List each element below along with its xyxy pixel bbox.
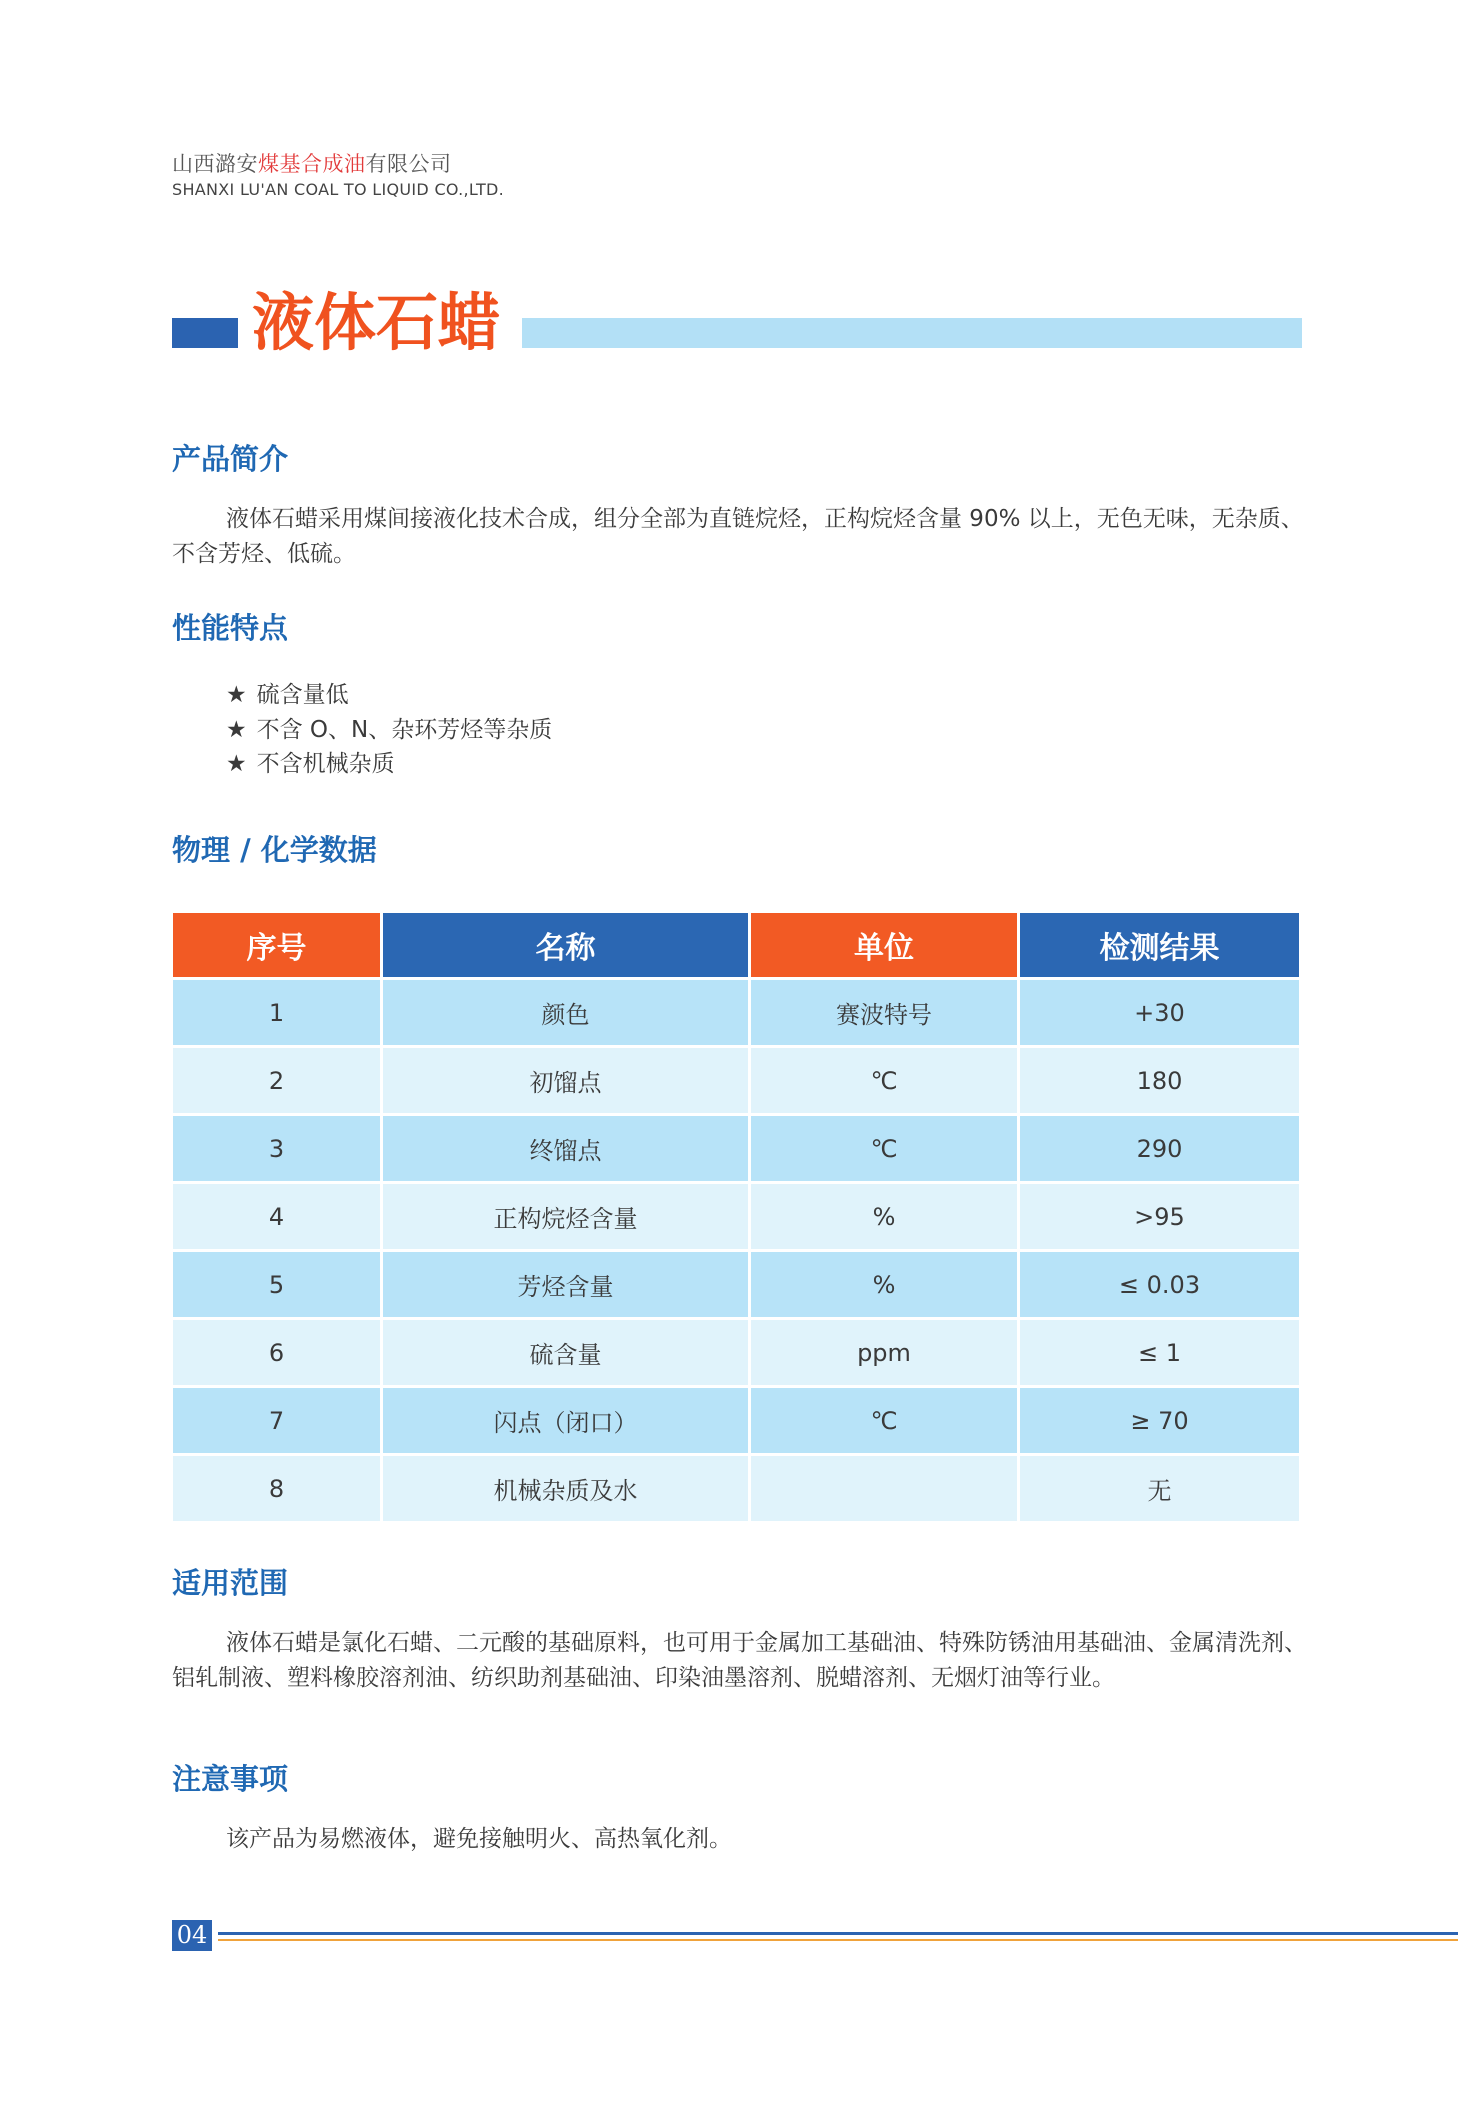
cell-name: 芳烃含量	[383, 1252, 751, 1320]
features-list	[226, 678, 552, 782]
application-text: 液体石蜡是氯化石蜡、二元酸的基础原料，也可用于金属加工基础油、特殊防锈油用基础油、金属清洗剂、铝轧制液、塑料橡胶溶剂油、纺织助剂基础油、印染油墨溶剂、脱蜡溶剂、无烟灯油等行业。	[172, 1630, 1307, 1691]
cell-result: ≤ 1	[1020, 1320, 1299, 1388]
section-title-application: 适用范围	[172, 1566, 289, 1600]
cell-result: ≥ 70	[1020, 1388, 1299, 1456]
star-icon: ★	[226, 751, 247, 777]
section-title-caution: 注意事项	[172, 1762, 289, 1796]
cell-index: 1	[173, 980, 383, 1048]
section-title-features: 性能特点	[172, 611, 289, 645]
table-row	[173, 1116, 1299, 1184]
cell-name: 硫含量	[383, 1320, 751, 1388]
cell-index: 6	[173, 1320, 383, 1388]
star-icon: ★	[226, 716, 247, 743]
cell-unit: 赛波特号	[751, 980, 1020, 1048]
cell-name: 闪点（闭口）	[383, 1388, 751, 1456]
cell-index: 3	[173, 1116, 383, 1184]
cell-result: +30	[1020, 980, 1299, 1048]
data-table	[173, 913, 1299, 1524]
star-icon: ★	[226, 682, 247, 708]
company-name-en: SHANXI LU'AN COAL TO LIQUID CO.,LTD.	[172, 180, 505, 199]
table-row	[173, 1388, 1299, 1456]
table-row	[173, 1320, 1299, 1388]
header-unit: 单位	[751, 913, 1020, 980]
cell-unit: %	[751, 1184, 1020, 1252]
cell-unit: ℃	[751, 1048, 1020, 1116]
table-row	[173, 1252, 1299, 1320]
cell-name: 正构烷烃含量	[383, 1184, 751, 1252]
cell-unit	[751, 1456, 1020, 1524]
intro-text: 液体石蜡采用煤间接液化技术合成，组分全部为直链烷烃，正构烷烃含量 90% 以上，无色无味，无杂质、不含芳烃、低硫。	[172, 506, 1304, 567]
list-item: ★ 硫含量低	[226, 682, 349, 708]
cell-name: 颜色	[383, 980, 751, 1048]
company-name-highlight: 煤基合成油	[258, 152, 366, 176]
page-number: 04	[172, 1920, 212, 1951]
cell-index: 4	[173, 1184, 383, 1252]
list-item: ★ 不含机械杂质	[226, 751, 395, 777]
cell-result: 无	[1020, 1456, 1299, 1524]
section-title-intro: 产品简介	[172, 442, 289, 476]
table-header-row	[173, 913, 1299, 980]
table-row	[173, 1456, 1299, 1524]
header-index: 序号	[173, 913, 383, 980]
cell-unit: ppm	[751, 1320, 1020, 1388]
table-row	[173, 1048, 1299, 1116]
title-band-right	[522, 318, 1302, 348]
cell-index: 7	[173, 1388, 383, 1456]
table-row	[173, 1184, 1299, 1252]
cell-result: ≤ 0.03	[1020, 1252, 1299, 1320]
cell-index: 5	[173, 1252, 383, 1320]
footer-rule-blue	[218, 1932, 1458, 1935]
cell-name: 初馏点	[383, 1048, 751, 1116]
table-row	[173, 980, 1299, 1048]
cell-unit: %	[751, 1252, 1020, 1320]
caution-text: 该产品为易燃液体，避免接触明火、高热氧化剂。	[226, 1826, 732, 1852]
cell-index: 8	[173, 1456, 383, 1524]
company-name-cn: 山西潞安煤基合成油有限公司	[172, 152, 452, 176]
cell-unit: ℃	[751, 1388, 1020, 1456]
cell-result: >95	[1020, 1184, 1299, 1252]
cell-result: 180	[1020, 1048, 1299, 1116]
cell-name: 机械杂质及水	[383, 1456, 751, 1524]
cell-result: 290	[1020, 1116, 1299, 1184]
list-item: ★ 不含 O、N、杂环芳烃等杂质	[226, 716, 553, 743]
page-title: 液体石蜡	[252, 286, 501, 359]
cell-unit: ℃	[751, 1116, 1020, 1184]
header-result: 检测结果	[1020, 913, 1299, 980]
header-name: 名称	[383, 913, 751, 980]
section-title-data: 物理 / 化学数据	[172, 833, 377, 867]
title-band-left	[172, 318, 238, 348]
cell-name: 终馏点	[383, 1116, 751, 1184]
cell-index: 2	[173, 1048, 383, 1116]
footer-rule-orange	[218, 1939, 1458, 1941]
